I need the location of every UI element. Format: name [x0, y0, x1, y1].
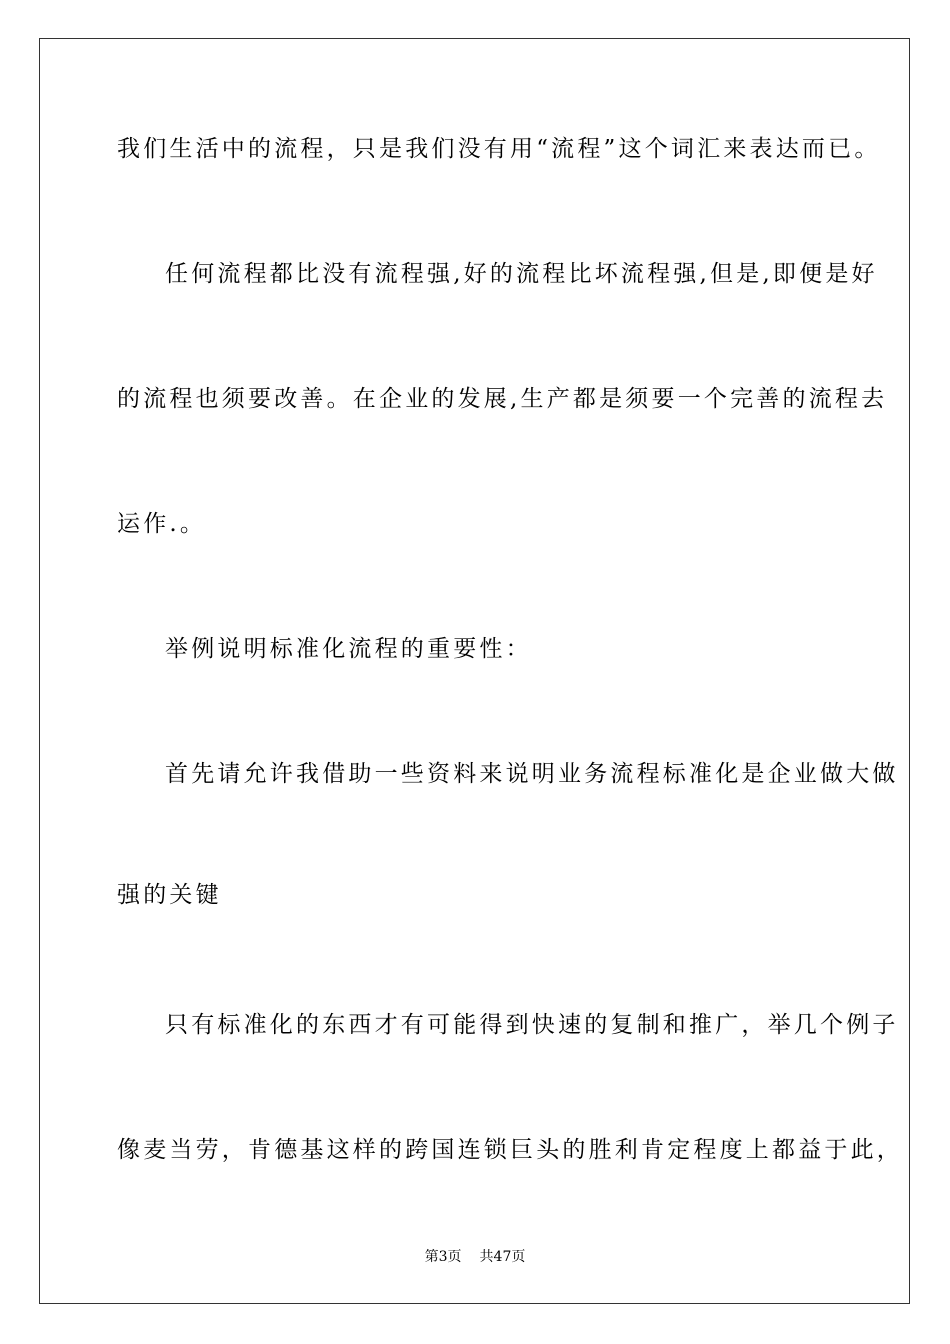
page-border	[39, 38, 910, 1304]
text-line: 像麦当劳，肯德基这样的跨国连锁巨头的胜利肯定程度上都益于此，	[117, 1137, 903, 1163]
text-line: 的流程也须要改善。在企业的发展,生产都是须要一个完善的流程去	[117, 386, 888, 412]
page-footer	[0, 1248, 950, 1266]
page-total: 共47页	[479, 1249, 526, 1265]
text-line: 首先请允许我借助一些资料来说明业务流程标准化是企业做大做	[165, 761, 899, 787]
text-line: 我们生活中的流程，只是我们没有用“流程”这个词汇来表达而已。	[117, 136, 881, 162]
text-line: 强的关键	[117, 882, 222, 908]
text-line: 举例说明标准化流程的重要性：	[165, 636, 532, 662]
text-line: 任何流程都比没有流程强,好的流程比坏流程强,但是,即便是好	[165, 261, 878, 287]
text-line: 只有标准化的东西才有可能得到快速的复制和推广，举几个例子	[165, 1012, 899, 1038]
page-number: 第3页	[424, 1249, 462, 1265]
text-line: 运作.。	[117, 511, 207, 537]
